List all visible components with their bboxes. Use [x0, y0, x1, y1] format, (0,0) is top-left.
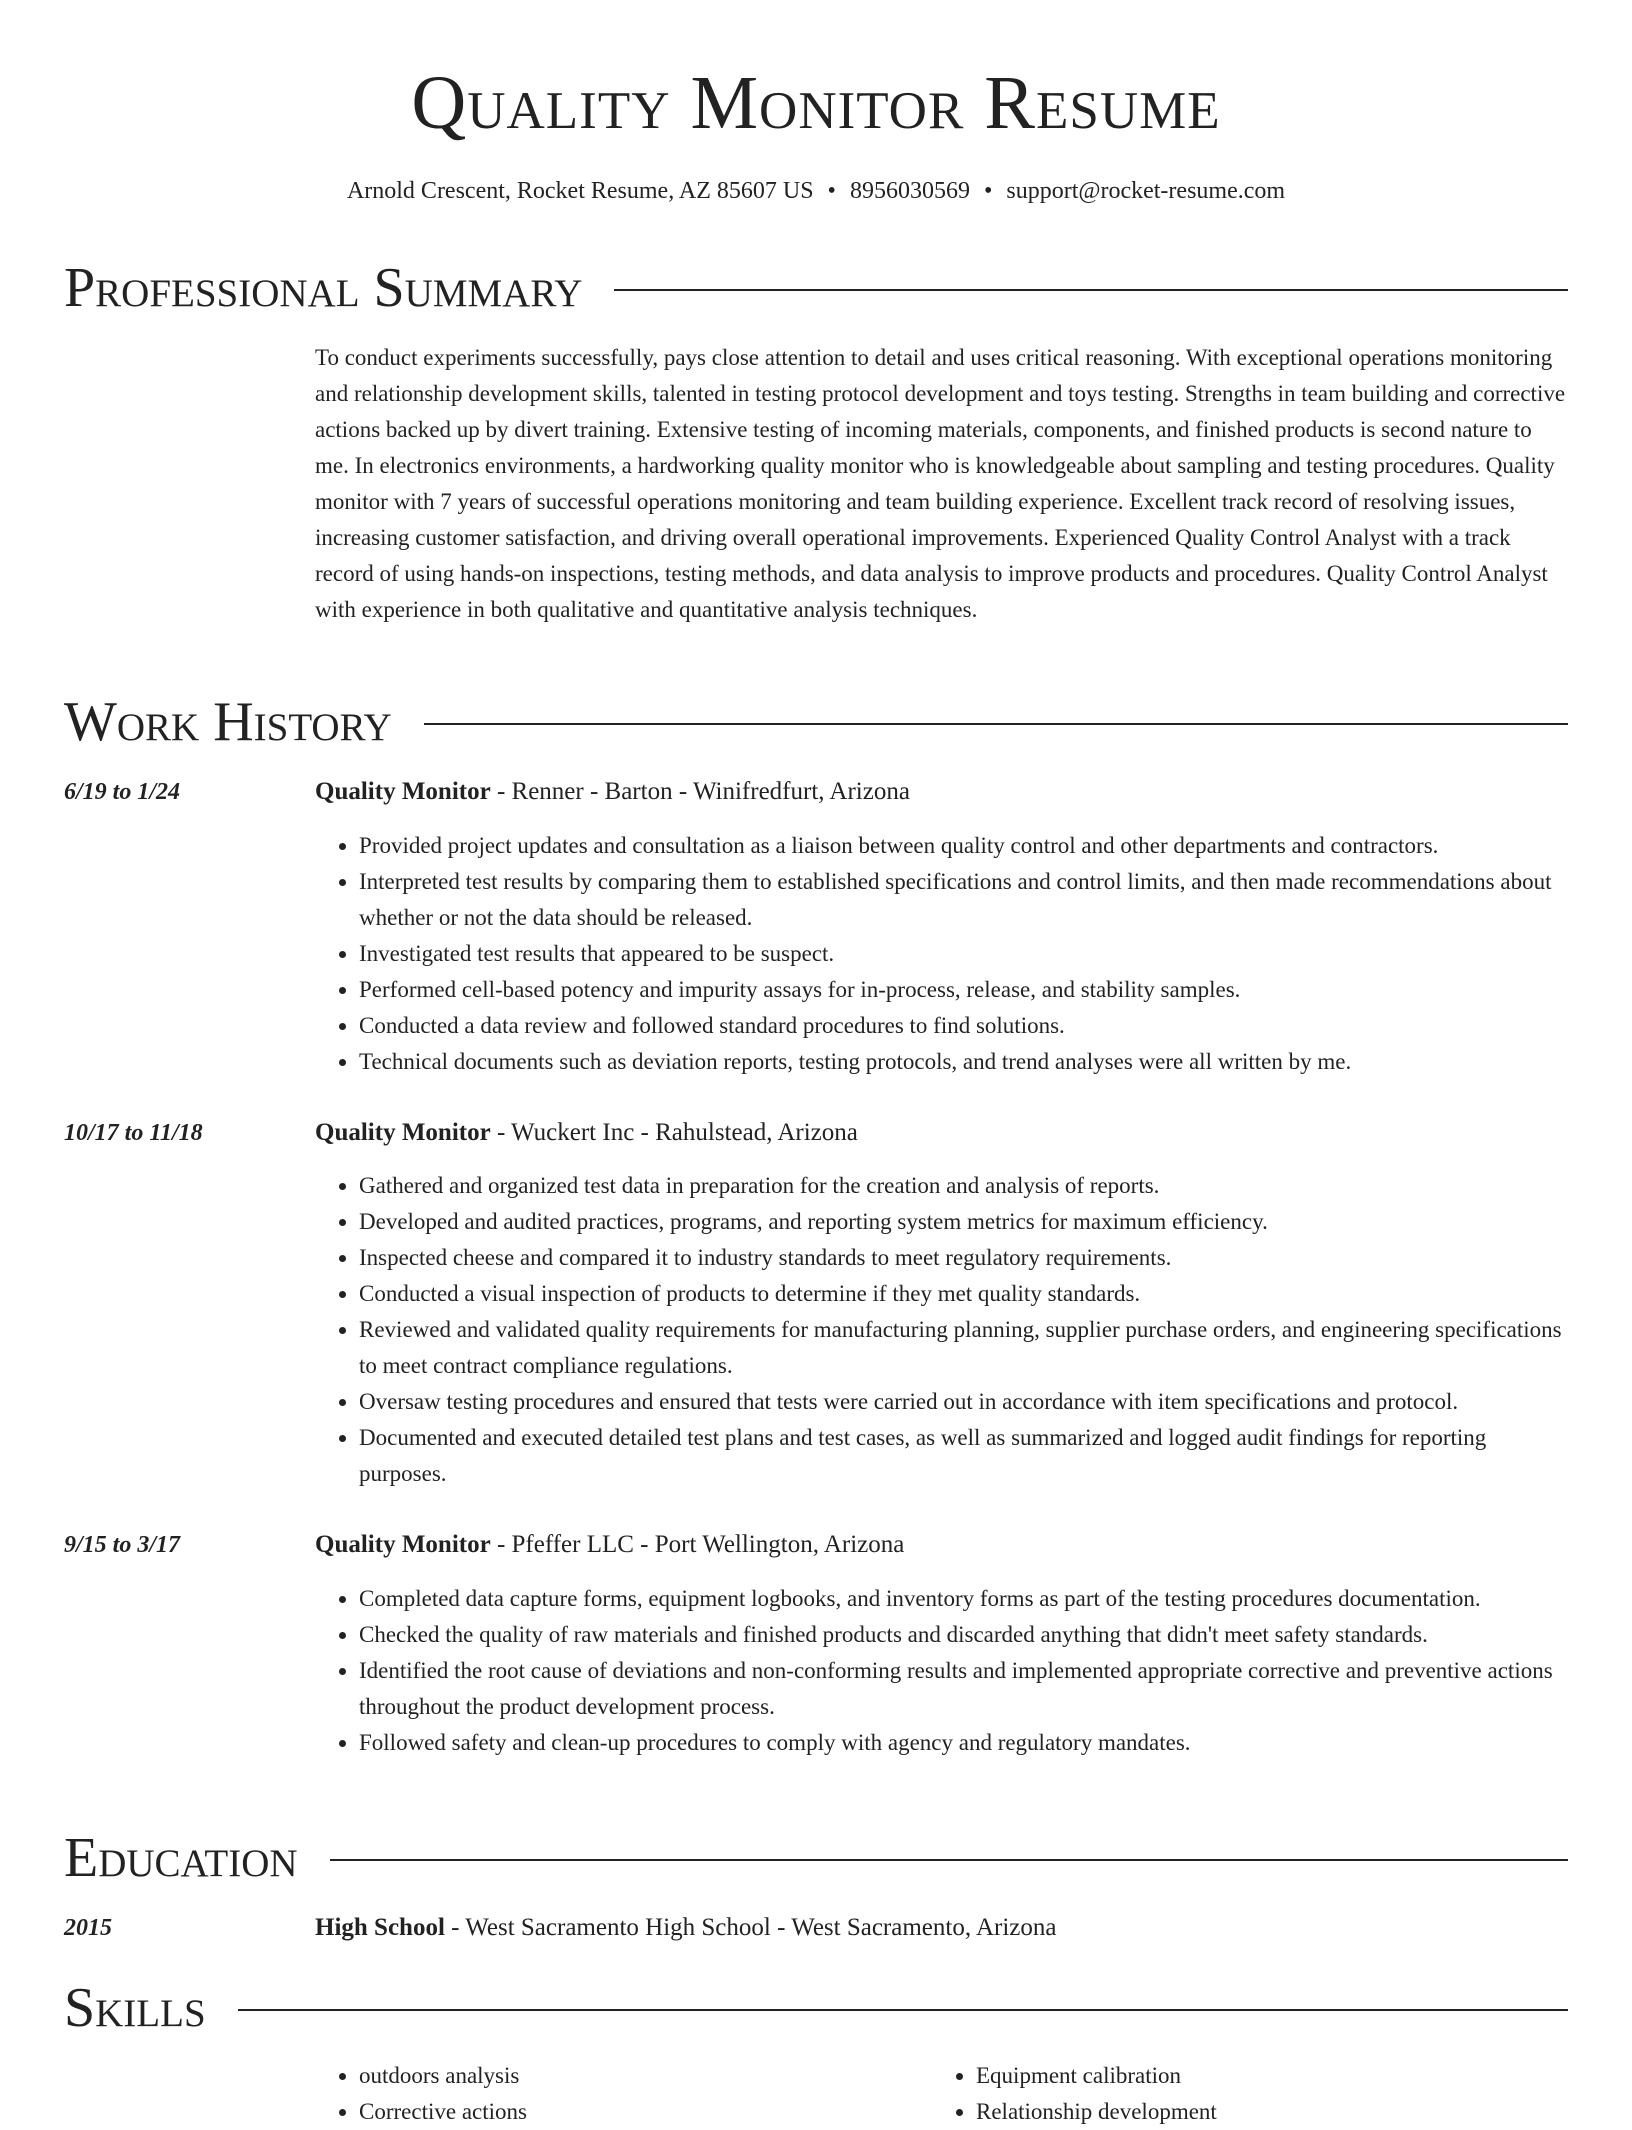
section-divider [424, 723, 1568, 725]
skills-list-left [315, 2058, 919, 2130]
job-role: Quality Monitor [315, 1119, 491, 1146]
skill-item: • outdoors analysis [359, 2058, 919, 2094]
skills-list-right [932, 2058, 1576, 2130]
list-item: • Developed and audited practices, programs, and reporting system metrics for maximum efficiency. [359, 1204, 1568, 1240]
contact-phone: 8956030569 [849, 178, 970, 204]
list-item: • Performed cell-based potency and impurity assays for in-process, release, and stability samples. [359, 972, 1568, 1008]
list-item: • Completed data capture forms, equipment logbooks, and inventory forms as part of the testing procedures documentation. [359, 1581, 1568, 1617]
bullet-separator: • [983, 178, 993, 204]
list-item: • Conducted a data review and followed standard procedures to find solutions. [359, 1008, 1568, 1044]
education-school: - West Sacramento High School - West Sacramento, Arizona [444, 1914, 1057, 1941]
list-item: • Inspected cheese and compared it to industry standards to meet regulatory requirements. [359, 1240, 1568, 1276]
job-dates: 10/17 to 11/18 [64, 1120, 203, 1146]
job-title-line [315, 1527, 904, 1563]
resume-title: Quality Monitor Resume [411, 61, 1221, 145]
contact-line [0, 174, 1632, 208]
bullet-separator: • [827, 178, 836, 204]
job-employer: - Wuckert Inc - Rahulstead, Arizona [490, 1119, 858, 1146]
list-item: • Technical documents such as deviation reports, testing protocols, and trend analyses were all written by me. [359, 1044, 1568, 1080]
section-header-education [64, 1826, 1568, 1890]
section-header-summary [64, 256, 1568, 320]
job-role: Quality Monitor [315, 778, 491, 805]
list-item: • Conducted a visual inspection of products to determine if they met quality standards. [359, 1276, 1568, 1312]
section-header-skills [64, 1976, 1568, 2040]
list-item: • Identified the root cause of deviations and non-conforming results and implemented appropriate corrective and preventive actions throughout the product development process. [359, 1653, 1568, 1725]
job-employer: - Renner - Barton - Winifredfurt, Arizona [490, 778, 910, 805]
list-item: • Reviewed and validated quality requirements for manufacturing planning, supplier purchase orders, and engineering specifications to meet contract compliance regulations. [359, 1312, 1568, 1384]
section-divider [238, 2009, 1568, 2011]
section-title-skills: Skills [64, 1977, 206, 2039]
job-role: Quality Monitor [315, 1531, 491, 1558]
skill-item: • Equipment calibration [976, 2058, 1576, 2094]
section-title-education: Education [64, 1827, 298, 1889]
skill-item: • Relationship development [976, 2094, 1576, 2130]
job-employer: - Pfeffer LLC - Port Wellington, Arizona [490, 1531, 905, 1558]
job-title-line [315, 774, 910, 810]
education-title-line [315, 1910, 1056, 1946]
job-title-line [315, 1115, 858, 1151]
job-bullet-list [315, 828, 1568, 1080]
job-bullet-list [315, 1168, 1568, 1492]
job-bullet-list [315, 1581, 1568, 1761]
education-degree: High School [315, 1914, 445, 1941]
skill-item: • Corrective actions [359, 2094, 919, 2130]
section-title-work-history: Work History [64, 691, 392, 753]
list-item: • Provided project updates and consultation as a liaison between quality control and other departments and contractors. [359, 828, 1568, 864]
job-dates: 6/19 to 1/24 [64, 779, 181, 805]
section-header-work-history [64, 690, 1568, 754]
section-title-summary: Professional Summary [64, 257, 583, 319]
section-divider [614, 289, 1568, 291]
section-divider [330, 1859, 1568, 1861]
contact-email: support@rocket-resume.com [1006, 178, 1286, 204]
list-item: • Checked the quality of raw materials and finished products and discarded anything that didn't meet safety standards. [359, 1617, 1568, 1653]
list-item: • Investigated test results that appeared to be suspect. [359, 936, 1568, 972]
education-year: 2015 [64, 1915, 112, 1941]
list-item: • Gathered and organized test data in preparation for the creation and analysis of reports. [359, 1168, 1568, 1204]
list-item: • Followed safety and clean-up procedures to comply with agency and regulatory mandates. [359, 1725, 1568, 1761]
summary-paragraph: To conduct experiments successfully, pays close attention to detail and uses critical reasoning. With exceptional operations monitoring and relationship development skills, talented in testing protocol development and toys testing. Strengths in team building and corrective actions backed up by divert training. Extensive testing of incoming materials, components, and finished products is second nature to me. In electronics environments, a hardworking quality monitor who is knowledgeable about sampling and testing procedures. Quality monitor with 7 years of successful operations monitoring and team building experience. Excellent track record of resolving issues, increasing customer satisfaction, and driving overall operational improvements. Experienced Quality Control Analyst with a track record of using hands-on inspections, testing methods, and data analysis to improve products and procedures. Quality Control Analyst with experience in both qualitative and quantitative analysis techniques. [315, 345, 1566, 622]
list-item: • Interpreted test results by comparing them to established specifications and control limits, and then made recommendations about whether or not the data should be released. [359, 864, 1568, 936]
list-item: • Oversaw testing procedures and ensured that tests were carried out in accordance with item specifications and protocol. [359, 1384, 1568, 1420]
contact-address: Arnold Crescent, Rocket Resume, AZ 85607 US [346, 178, 814, 204]
list-item: • Documented and executed detailed test plans and test cases, as well as summarized and logged audit findings for reporting purposes. [359, 1420, 1568, 1492]
job-dates: 9/15 to 3/17 [64, 1532, 181, 1558]
